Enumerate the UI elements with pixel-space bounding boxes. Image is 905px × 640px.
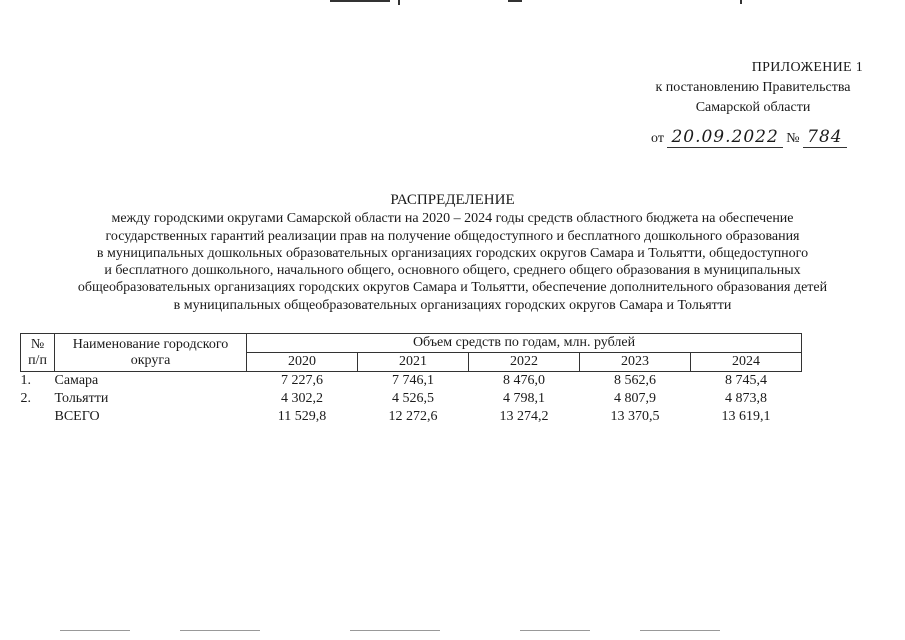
- row-num: 1.: [20, 373, 31, 388]
- resolution-date-number: [651, 127, 847, 148]
- appendix-line1: к постановлению Правительства: [655, 80, 851, 95]
- document-heading: [20, 192, 885, 314]
- heading-title: РАСПРЕДЕЛЕНИЕ: [390, 192, 515, 208]
- row-value: 4 807,9: [614, 391, 656, 406]
- header-name-line2: округа: [130, 352, 171, 368]
- row-value: 7 227,6: [281, 373, 323, 388]
- row-value: 11 529,8: [277, 409, 327, 424]
- distribution-table: [20, 333, 802, 426]
- row-name: ВСЕГО: [54, 409, 100, 424]
- header-name: [55, 334, 247, 372]
- row-value: 13 619,1: [721, 409, 771, 424]
- resolution-date: 20.09.2022: [667, 127, 782, 148]
- header-year: 2024: [691, 353, 802, 372]
- heading-line: в муниципальных общеобразовательных организациях городских округов Самара и Тольятти: [173, 297, 732, 313]
- row-value: 4 302,2: [281, 391, 323, 406]
- row-value: 8 745,4: [725, 373, 767, 388]
- header-year: 2023: [580, 353, 691, 372]
- row-value: 8 562,6: [614, 373, 656, 388]
- from-label: от: [651, 131, 664, 146]
- row-value: 13 370,5: [610, 409, 660, 424]
- table-row: [21, 390, 802, 408]
- appendix-block: [623, 58, 863, 118]
- row-name: Тольятти: [54, 391, 109, 406]
- heading-line: и бесплатного дошкольного, начального общего, основного общего, среднего общего образования в муниципальных: [104, 263, 801, 279]
- row-name: Самара: [54, 373, 99, 388]
- table-row: [21, 372, 802, 391]
- row-value: 12 272,6: [388, 409, 438, 424]
- appendix-line2: Самарской области: [695, 100, 811, 115]
- heading-line: в муниципальных дошкольных образовательных организациях городских округов Самара и Тольятти, общедоступного: [96, 245, 809, 261]
- appendix-title: ПРИЛОЖЕНИЕ 1: [751, 60, 863, 75]
- scan-artifact-top: [0, 0, 905, 6]
- row-num: [21, 408, 55, 426]
- resolution-number: 784: [803, 127, 846, 148]
- header-num-line1: №: [30, 336, 45, 352]
- scan-artifact-bottom: [0, 630, 905, 634]
- row-value: 4 798,1: [503, 391, 545, 406]
- heading-line: государственных гарантий реализации прав на получение общедоступного и бесплатного дошкольного образования: [105, 228, 800, 244]
- header-name-line1: Наименование городского: [72, 336, 229, 352]
- header-num: [21, 334, 55, 372]
- row-value: 4 873,8: [725, 391, 767, 406]
- table-total-row: [21, 408, 802, 426]
- row-value: 4 526,5: [392, 391, 434, 406]
- header-num-line2: п/п: [28, 352, 47, 368]
- row-num: 2.: [20, 391, 31, 406]
- heading-line: общеобразовательных организациях городских округов Самара и Тольятти, обеспечение дополнительного образования детей: [77, 280, 828, 296]
- table-header-row: [21, 334, 802, 353]
- row-value: 13 274,2: [499, 409, 549, 424]
- header-year: 2021: [358, 353, 469, 372]
- header-year: 2022: [469, 353, 580, 372]
- number-label: №: [786, 131, 800, 146]
- heading-line: между городскими округами Самарской области на 2020 – 2024 годы средств областного бюджета на обеспечение: [111, 211, 794, 227]
- header-amount: Объем средств по годам, млн. рублей: [247, 334, 802, 353]
- header-year: 2020: [247, 353, 358, 372]
- row-value: 8 476,0: [503, 373, 545, 388]
- row-value: 7 746,1: [392, 373, 434, 388]
